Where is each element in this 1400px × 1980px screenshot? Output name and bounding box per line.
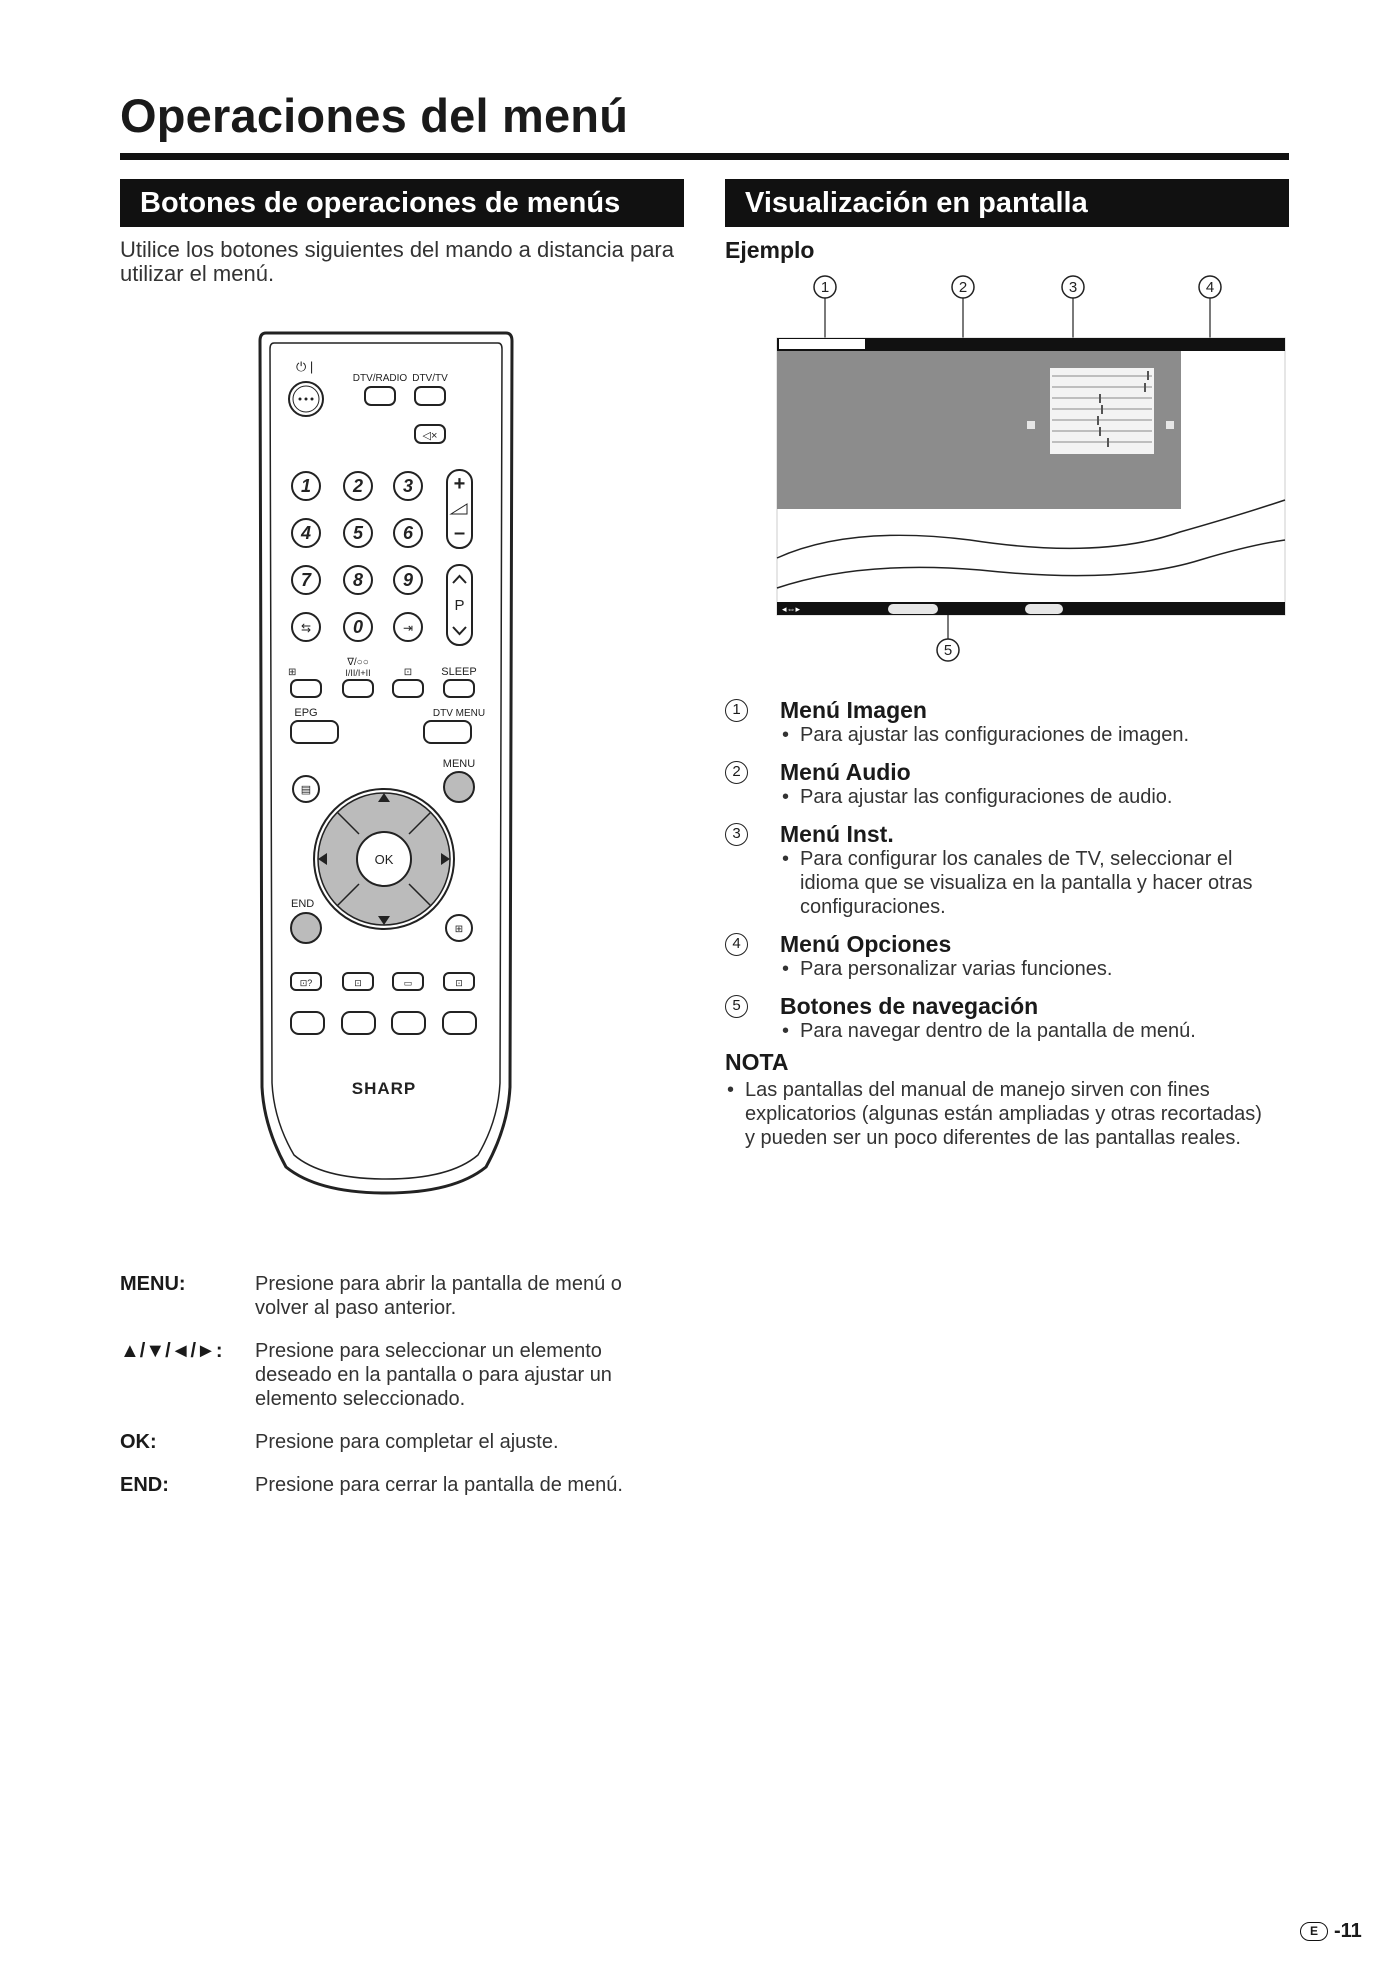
item-title: Menú Opciones	[780, 931, 952, 957]
svg-text:⊡: ⊡	[455, 978, 463, 988]
number-label-5: 5	[352, 523, 364, 543]
svg-text:⊡: ⊡	[403, 667, 413, 678]
svg-text:⊞: ⊞	[454, 924, 464, 935]
dtv-radio-label: DTV/RADIO	[352, 373, 408, 384]
item-number: 4	[725, 933, 748, 956]
audio-mode-button[interactable]	[343, 680, 373, 697]
volume-plus-label: +	[453, 473, 466, 495]
number-label-6: 6	[402, 523, 414, 543]
title-rule	[120, 153, 1289, 160]
menu-button[interactable]	[444, 772, 474, 802]
definition-term: OK:	[120, 1431, 157, 1453]
svg-text:⇥: ⇥	[402, 621, 414, 635]
number-label-1: 1	[300, 476, 312, 496]
item-desc: • Para configurar los canales de TV, seleccionar el idioma que se visualiza en la pantalla y hacer otras configuraciones.	[780, 847, 1295, 919]
screen-example-figure	[720, 270, 1300, 670]
dtv-tv-button[interactable]	[415, 387, 445, 405]
definition-row	[120, 1339, 680, 1411]
menu-item-list	[725, 697, 1295, 1055]
item-title: Menú Audio	[780, 759, 911, 785]
item-number: 5	[725, 995, 748, 1018]
number-label-2: 2	[352, 476, 364, 496]
end-label: END	[291, 898, 315, 910]
note-text: • Las pantallas del manual de manejo sirven con fines explicatorios (algunas están ampliadas y otras recortadas) y pueden ser un poco diferentes de las pantallas reales.	[725, 1078, 1270, 1150]
example-label: Ejemplo	[725, 237, 815, 263]
svg-text:⊡: ⊡	[354, 978, 362, 988]
menu-tab-selected	[779, 339, 865, 349]
item-title: Menú Inst.	[780, 821, 894, 847]
note-title: NOTA	[725, 1049, 789, 1075]
audio-mode-label: I/II/I+II	[345, 668, 371, 678]
number-label-4: 4	[300, 523, 312, 543]
volume-minus-label: –	[453, 522, 466, 544]
ok-label: OK	[374, 852, 394, 867]
dtv-menu-button[interactable]	[424, 721, 471, 743]
svg-text:▤: ▤	[300, 784, 312, 796]
intro-text: Utilice los botones siguientes del mando a distancia para utilizar el menú.	[120, 237, 674, 286]
svg-text:⊡?: ⊡?	[299, 978, 313, 988]
item-title: Menú Imagen	[780, 697, 927, 723]
sleep-button[interactable]	[444, 680, 474, 697]
av-mode-button[interactable]	[291, 680, 321, 697]
page-title: Operaciones del menú	[120, 89, 629, 142]
page-number: -11	[1334, 1920, 1362, 1942]
number-label-8: 8	[352, 570, 364, 590]
remote-control-illustration	[254, 327, 518, 1197]
button-definitions	[120, 1272, 680, 1516]
number-label-3: 3	[402, 476, 414, 496]
end-button[interactable]	[291, 913, 321, 943]
volume-rocker[interactable]	[447, 470, 472, 548]
definition-row	[120, 1430, 680, 1454]
callout-4-label: 4	[1205, 279, 1215, 296]
item-number: 1	[725, 699, 748, 722]
callout-2-label: 2	[958, 279, 968, 296]
epg-label: EPG	[294, 707, 318, 719]
svg-text:◁×: ◁×	[422, 430, 438, 442]
power-button[interactable]	[289, 382, 323, 416]
number-label-9: 9	[402, 570, 414, 590]
list-item	[725, 821, 1295, 919]
brand-logo: SHARP	[351, 1079, 417, 1098]
definition-term: ▲/▼/◄/►:	[120, 1340, 223, 1362]
mute-button[interactable]	[415, 425, 445, 443]
definition-row	[120, 1473, 680, 1497]
green-button[interactable]	[342, 1012, 375, 1034]
sleep-label: SLEEP	[441, 666, 477, 678]
svg-text:◂⇔▸: ◂⇔▸	[782, 604, 801, 614]
definition-row	[120, 1272, 680, 1320]
item-title: Botones de navegación	[780, 993, 1039, 1019]
number-label-7: 7	[300, 570, 312, 590]
epg-button[interactable]	[291, 721, 338, 743]
section-heading-display: Visualización en pantalla	[725, 179, 1289, 227]
item-desc: • Para personalizar varias funciones.	[780, 957, 1295, 981]
svg-text:▭: ▭	[403, 978, 413, 988]
svg-text:∇/○○: ∇/○○	[347, 657, 369, 668]
dtv-tv-label: DTV/TV	[412, 373, 448, 384]
callout-1-label: 1	[820, 279, 830, 296]
callout-5-label: 5	[943, 642, 953, 659]
display-button[interactable]	[393, 680, 423, 697]
callout-3-label: 3	[1068, 279, 1078, 296]
svg-text:⇆: ⇆	[300, 621, 312, 635]
list-item	[725, 759, 1295, 809]
svg-text:⊞: ⊞	[288, 667, 297, 678]
list-item	[725, 993, 1295, 1043]
definition-desc: Presione para abrir la pantalla de menú o volver al paso anterior.	[255, 1273, 622, 1319]
power-label: ⏻ |	[296, 359, 314, 374]
item-desc: • Para ajustar las configuraciones de imagen.	[780, 723, 1295, 747]
list-item	[725, 931, 1295, 981]
definition-term: END:	[120, 1474, 169, 1496]
channel-rocker[interactable]	[447, 565, 472, 645]
definition-term: MENU:	[120, 1273, 186, 1295]
item-desc: • Para ajustar las configuraciones de audio.	[780, 785, 1295, 809]
section-heading-buttons: Botones de operaciones de menús	[120, 179, 684, 227]
yellow-button[interactable]	[392, 1012, 425, 1034]
item-number: 3	[725, 823, 748, 846]
definition-desc: Presione para completar el ajuste.	[255, 1431, 559, 1453]
item-desc: • Para navegar dentro de la pantalla de menú.	[780, 1019, 1295, 1043]
page-footer	[1300, 1920, 1362, 1943]
dtv-menu-label: DTV MENU	[432, 708, 486, 719]
channel-p-label: P	[454, 597, 465, 614]
dtv-radio-button[interactable]	[365, 387, 395, 405]
item-number: 2	[725, 761, 748, 784]
menu-label: MENU	[442, 758, 476, 770]
definition-desc: Presione para seleccionar un elemento deseado en la pantalla o para ajustar un elemento seleccionado.	[255, 1340, 612, 1410]
definition-desc: Presione para cerrar la pantalla de menú.	[255, 1474, 623, 1496]
number-label-0: 0	[352, 617, 364, 637]
red-button[interactable]	[291, 1012, 324, 1034]
list-item	[725, 697, 1295, 747]
language-badge: E	[1300, 1922, 1328, 1941]
blue-button[interactable]	[443, 1012, 476, 1034]
